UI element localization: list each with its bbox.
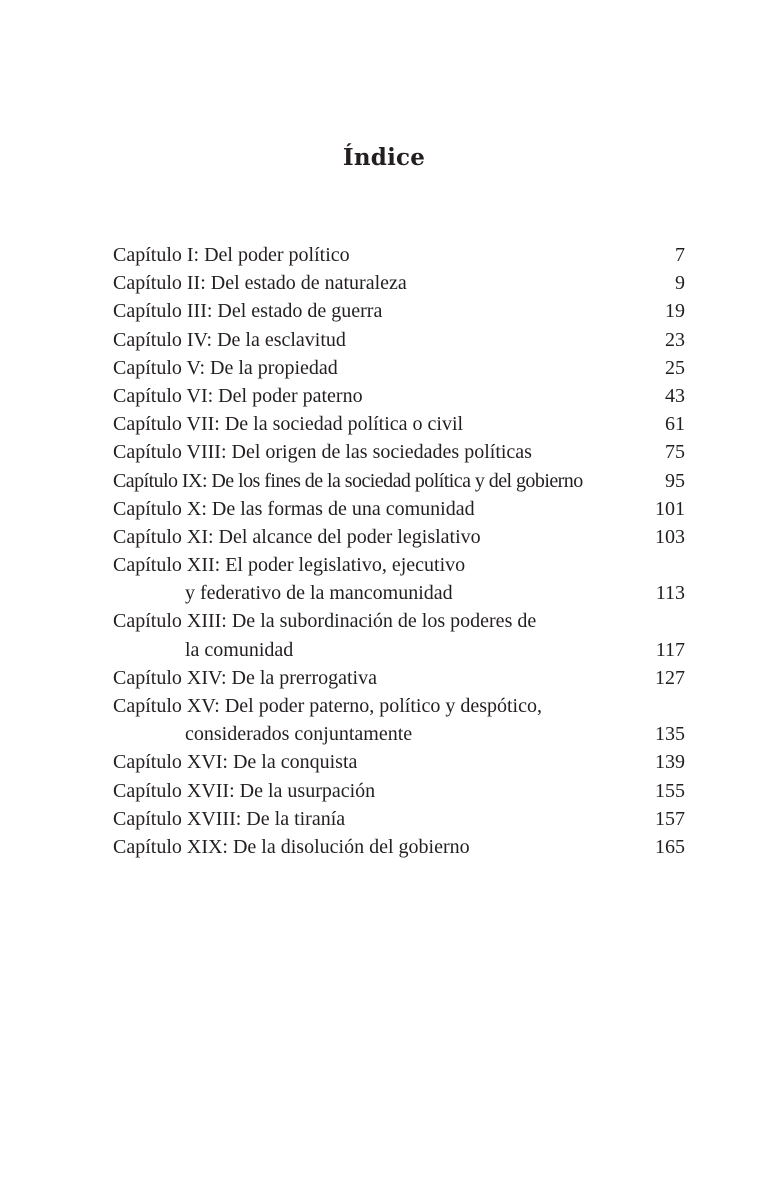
toc-page-number: 7	[675, 244, 685, 266]
toc-page-number: 43	[665, 384, 685, 407]
toc-entry-title: Capítulo X: De las formas de una comunidad	[113, 497, 475, 520]
toc-page-number: 61	[665, 413, 685, 436]
toc-page-number: 19	[665, 300, 685, 323]
toc-page-number: 25	[665, 356, 685, 379]
toc-entry-title-continuation: la comunidad	[185, 638, 294, 661]
toc-entry	[113, 833, 685, 861]
toc-entry	[113, 495, 685, 523]
toc-entry-title: Capítulo XIX: De la disolución del gobierno	[113, 835, 470, 858]
toc-entry-title-continuation: y federativo de la mancomunidad	[185, 582, 453, 605]
toc-entry	[113, 326, 685, 354]
toc-entry	[113, 354, 685, 382]
toc-entry-title: Capítulo XIV: De la prerrogativa	[113, 666, 377, 689]
toc-entry-title: Capítulo VIII: Del origen de las sociedades políticas	[113, 441, 532, 464]
toc-entry-title: Capítulo XII: El poder legislativo, ejecutivo	[113, 554, 466, 577]
table-of-contents	[113, 241, 685, 861]
toc-entry-title: Capítulo IV: De la esclavitud	[113, 328, 346, 351]
toc-page-number: 139	[655, 751, 685, 774]
toc-entry	[113, 748, 685, 776]
toc-entry-title: Capítulo XVIII: De la tiranía	[113, 807, 346, 830]
toc-entry-title: Capítulo XIII: De la subordinación de los poderes de	[113, 610, 537, 633]
toc-page-number: 157	[655, 807, 685, 830]
toc-entry-title: Capítulo II: Del estado de naturaleza	[113, 272, 407, 295]
toc-page-number: 117	[655, 638, 685, 661]
toc-entry	[113, 410, 685, 438]
toc-page-number: 101	[655, 497, 685, 520]
toc-entry	[113, 551, 685, 607]
toc-page-number: 75	[665, 441, 685, 464]
toc-page-number: 103	[655, 525, 685, 548]
toc-entry	[113, 805, 685, 833]
toc-page-number: 113	[655, 582, 685, 605]
toc-entry-title: Capítulo V: De la propiedad	[113, 356, 338, 379]
toc-page-number: 9	[675, 272, 685, 295]
toc-entry	[113, 269, 685, 297]
toc-entry	[113, 692, 685, 748]
toc-page-number: 155	[655, 779, 685, 802]
toc-page-number: 95	[665, 469, 685, 492]
toc-entry	[113, 241, 685, 269]
toc-entry-title: Capítulo XVII: De la usurpación	[113, 779, 376, 802]
toc-entry	[113, 382, 685, 410]
toc-page-number: 135	[655, 723, 685, 746]
toc-entry-title: Capítulo XI: Del alcance del poder legislativo	[113, 525, 481, 548]
toc-page-number: 127	[655, 666, 685, 689]
toc-entry-title: Capítulo III: Del estado de guerra	[113, 300, 383, 323]
toc-entry-title-continuation: considerados conjuntamente	[185, 723, 413, 746]
toc-entry-title: Capítulo XVI: De la conquista	[113, 751, 358, 774]
toc-entry	[113, 438, 685, 466]
toc-page-number: 165	[655, 835, 685, 858]
toc-entry	[113, 467, 685, 495]
page-title: Índice	[342, 144, 426, 171]
toc-entry-title: Capítulo VII: De la sociedad política o civil	[113, 413, 464, 436]
toc-entry-title: Capítulo I: Del poder político	[113, 244, 350, 266]
toc-entry	[113, 664, 685, 692]
toc-entry	[113, 777, 685, 805]
toc-entry	[113, 523, 685, 551]
toc-entry	[113, 297, 685, 325]
toc-page-number: 23	[665, 328, 685, 351]
toc-entry	[113, 607, 685, 663]
toc-entry-title: Capítulo VI: Del poder paterno	[113, 384, 363, 407]
toc-entry-title: Capítulo XV: Del poder paterno, político y despótico,	[113, 695, 542, 717]
toc-entry-title: Capítulo IX: De los fines de la sociedad política y del gobierno	[113, 469, 583, 492]
